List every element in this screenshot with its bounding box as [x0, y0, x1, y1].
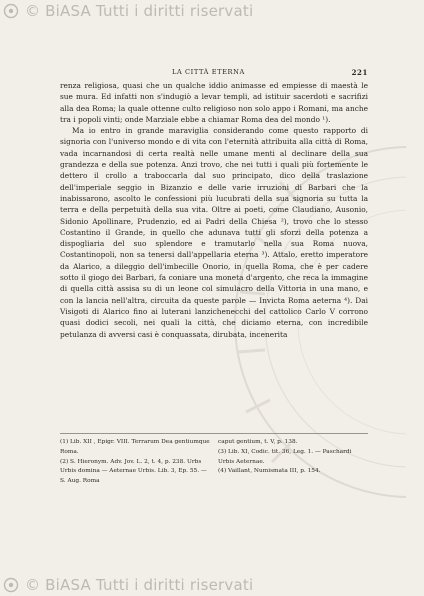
watermark-top — [0, 0, 424, 22]
copyright-logo-icon — [3, 3, 19, 19]
footnote-divider — [60, 433, 368, 434]
footnotes-right-column — [218, 438, 368, 487]
watermark-text: © BiASA Tutti i diritti riservati — [25, 576, 254, 594]
watermark-text: © BiASA Tutti i diritti riservati — [25, 2, 254, 20]
running-title: LA CITTÀ ETERNA — [172, 68, 245, 76]
footnote-2-cont: caput gentium, t. V, p. 138. — [218, 439, 298, 445]
footnote-1: (1) Lib. XII , Epigr. VIII. Terrarum Dea gentiumque Roma. — [60, 439, 210, 455]
page-number: 221 — [351, 68, 368, 77]
paragraph-1: renza religiosa, quasi che un qualche iddio animasse ed empiesse di maestà le sue mura. Ed infatti non s'indugiò a levar templi, ad istituir sacerdoti e sacrifizi alla dea Roma; la quale ottenne culto religioso non solo appo i Romani, ma anche tra i popoli vinti; onde Marziale ebbe a chiamar Roma dea del mondo ¹). — [60, 81, 368, 124]
footnotes — [60, 438, 368, 487]
paragraph-2: Ma io entro in grande maraviglia considerando come questo rapporto di signoria con l'universo mondo e di vita con l'eternità attribuita alla città di Roma, vada incarnandosi di certa realtà nelle umane menti al declinare della sua grandezza e della sue potenza. Anzi trovo, che nei tutti i quali più fortemente le dettero il crollo a traboccarla dal suo principato, dico della traslazione dell'imperiale seggio in Bizanzio e delle varie irruzioni di Barbari che la inabissarono, ascolto le confessioni più lucubrati della sua signoria su tutta la terra e della perpetuità della sua vita. Oltre ai poeti, come Claudiano, Ausonio, Sidonio Apollinare, Prudenzio, ed ai Padri della Chiesa ²), trovo che lo stesso Costantino il Grande, in quello che adunava tutti gli sforzi della potenza a dispogliaria del suo splendore e tramutarlo nella sua Roma nuova, Costantinopoli, non sa tenersi dall'appellaria eterna ³). Attalo, eretto imperatore da Alarico, a dileggio dell'imbecille Onorio, in quella Roma, che è per cadere sotto il giogo dei Barbari, fa coniare una moneta d'argento, che reca la immagine di quella città assisa su di un leone col simulacro della Vittoria in una mano, e con la lancia nell'altra, circuita da queste parole — Invicta Roma aeterna ⁴). Dai Visigoti di Alarico fino ai luterani lanzichenecchi del cattolico Carlo V corrono quasi dodici secoli, nei quali la città, che diciamo eterna, con incredibile petulanza di avversi casi è conquassata, dirubata, incenerita — [60, 126, 368, 339]
footnote-3: (3) Lib. XI, Codic. tit. 36, Leg. 1. — Paschardi Urbis Aeternae. — [218, 448, 352, 465]
copyright-logo-icon — [3, 577, 19, 593]
footnotes-left-column — [60, 438, 210, 487]
page-header — [60, 68, 368, 78]
body-text — [60, 80, 368, 340]
watermark-bottom — [0, 574, 424, 596]
footnote-2: (2) S. Hieronym. Adv. Jov. L. 2, t. 4, p. 238. Urbs Urbis domina — Aeternae Urbis. Lib. 3, Ep. 55. — S. Aug. Roma — [60, 458, 207, 485]
footnote-4: (4) Vaillant, Numismata III, p. 154. — [218, 468, 321, 475]
